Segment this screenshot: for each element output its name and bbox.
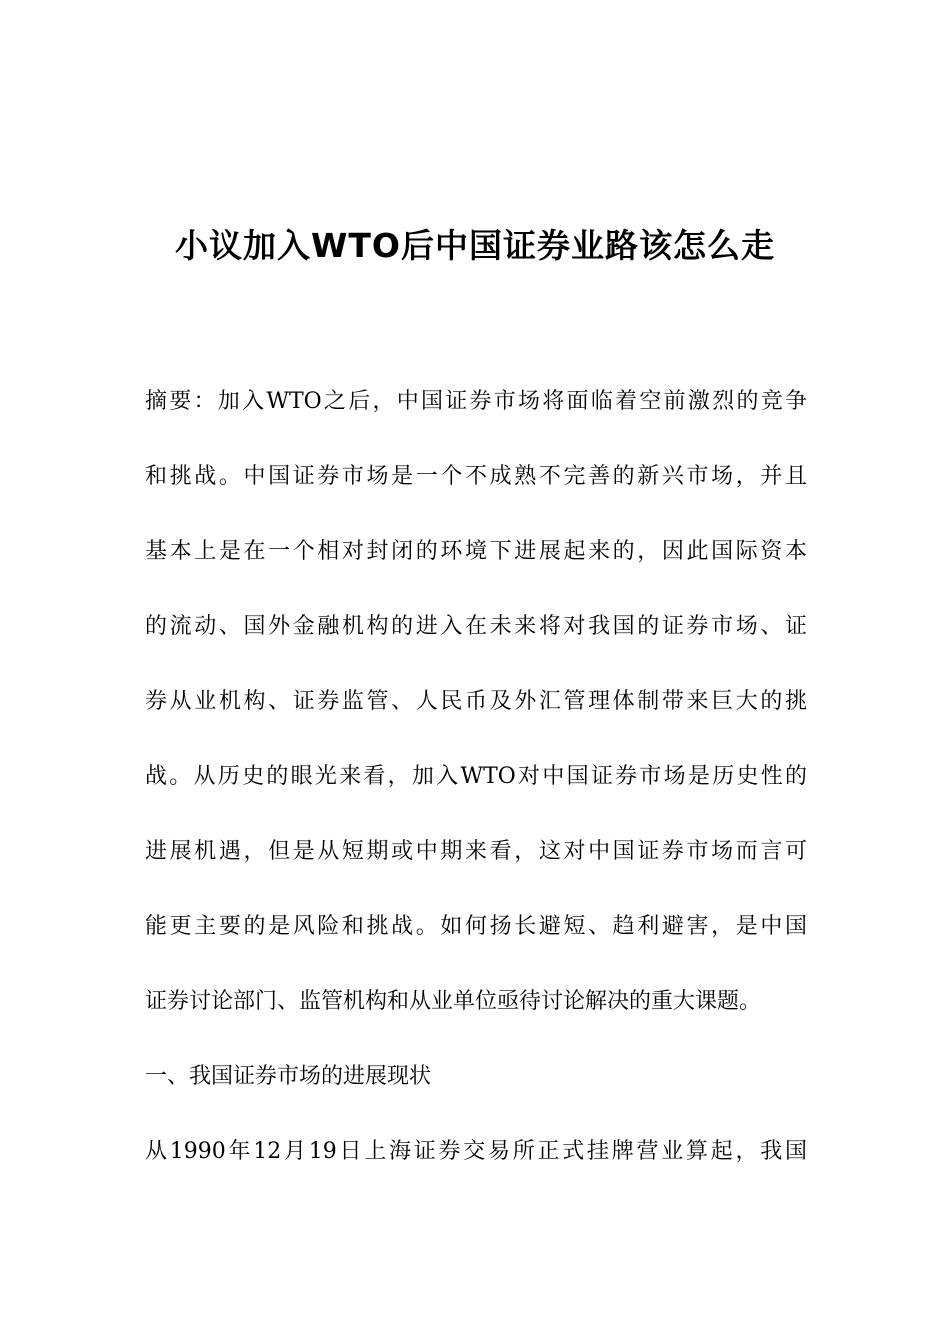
abstract-line-4: 的流动、国外金融机构的进入在未来将对我国的证券市场、证	[145, 614, 807, 639]
abstract-line-8: 能更主要的是风险和挑战。如何扬长避短、趋利避害，是中国	[145, 914, 807, 939]
paragraph-line-1: 从1990年12月19日上海证券交易所正式挂牌营业算起，我国	[145, 1139, 807, 1164]
document-title: 小议加入WTO后中国证券业路该怎么走	[175, 226, 775, 265]
abstract-line-1: 摘要：加入WTO之后，中国证券市场将面临着空前激烈的竞争	[145, 389, 807, 414]
abstract-line-7: 进展机遇，但是从短期或中期来看，这对中国证券市场而言可	[145, 839, 807, 864]
abstract-line-2: 和挑战。中国证券市场是一个不成熟不完善的新兴市场，并且	[145, 464, 807, 489]
abstract-line-3: 基本上是在一个相对封闭的环境下进展起来的，因此国际资本	[145, 539, 807, 564]
abstract-line-5: 券从业机构、证券监管、人民币及外汇管理体制带来巨大的挑	[145, 689, 807, 714]
abstract-line-9: 证券讨论部门、监管机构和从业单位亟待讨论解决的重大课题。	[145, 989, 762, 1014]
abstract-line-6: 战。从历史的眼光来看，加入WTO对中国证券市场是历史性的	[145, 764, 807, 789]
document-body	[145, 376, 807, 1201]
section-heading: 一、我国证券市场的进展现状	[145, 1064, 432, 1089]
